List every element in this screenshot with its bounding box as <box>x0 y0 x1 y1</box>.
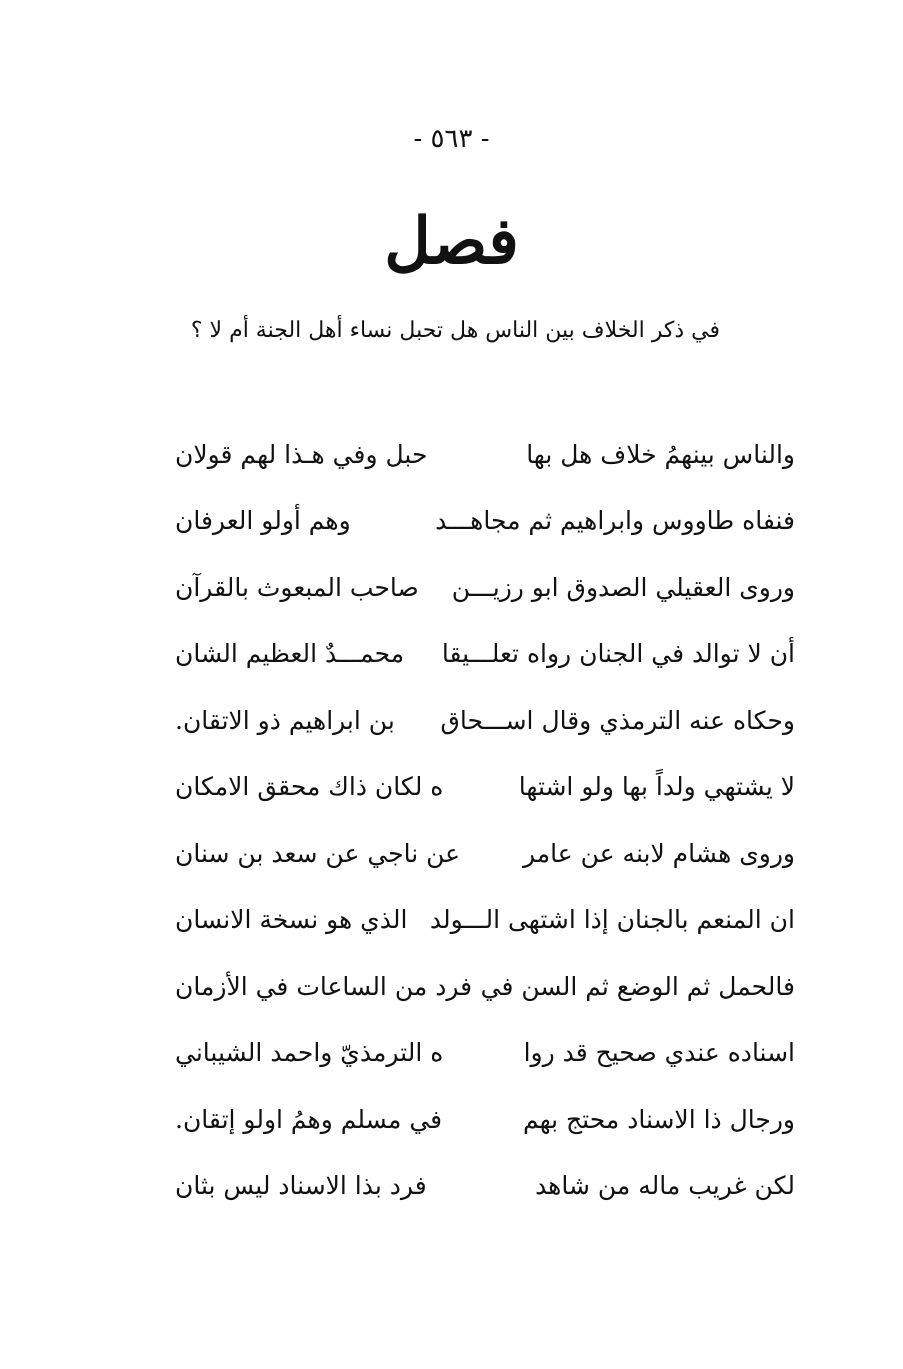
verse-line <box>175 687 795 754</box>
verse-second-hemistich: ه لكان ذاك محقق الامكان <box>175 772 444 802</box>
verse-second-hemistich: عن ناجي عن سعد بن سنان <box>175 838 461 868</box>
verse-second-hemistich: فرد بذا الاسناد ليس بثان <box>175 1171 427 1201</box>
verse-second-hemistich: فرد من الساعات في الأزمان <box>175 971 473 1001</box>
verse-first-hemistich: والناس بينهمُ خلاف هل بها <box>526 439 795 469</box>
verse-line <box>175 488 795 555</box>
verse-first-hemistich: لكن غريب ماله من شاهد <box>535 1171 795 1201</box>
verse-line <box>175 1086 795 1153</box>
verse-first-hemistich: ورجال ذا الاسناد محتج بهم <box>522 1104 795 1134</box>
section-subtitle: في ذكر الخلاف بين الناس هل تحبل نساء أهل الجنة أم لا ؟ <box>190 318 720 343</box>
verse-second-hemistich: وهم أولو العرفان <box>175 506 351 536</box>
page-number: - ٥٦٣ - <box>413 124 490 154</box>
verse-second-hemistich: بن ابراهيم ذو الاتقان. <box>175 705 395 735</box>
poem <box>175 421 795 1219</box>
verse-first-hemistich: لا يشتهي ولداً بها ولو اشتها <box>518 772 795 802</box>
verse-second-hemistich: صاحب المبعوث بالقرآن <box>175 572 419 602</box>
verse-second-hemistich: حبل وفي هـذا لهم قولان <box>175 439 428 469</box>
verse-first-hemistich: اسناده عندي صحيح قد روا <box>523 1038 795 1068</box>
verse-line <box>175 621 795 688</box>
verse-first-hemistich: فالحمل ثم الوضع ثم السن في <box>480 971 795 1001</box>
verse-second-hemistich: في مسلم وهمُ اولو إتقان. <box>175 1104 443 1134</box>
verse-first-hemistich: أن لا توالد في الجنان رواه تعلـــيقا <box>441 639 795 669</box>
section-heading: فصل <box>384 204 519 279</box>
verse-first-hemistich: وحكاه عنه الترمذي وقال اســـحاق <box>440 705 795 735</box>
verse-line <box>175 1153 795 1220</box>
verse-line <box>175 1020 795 1087</box>
verse-second-hemistich: محمـــدٌ العظيم الشان <box>175 639 405 669</box>
verse-second-hemistich: ه الترمذيّ واحمد الشيباني <box>175 1038 444 1068</box>
verse-first-hemistich: فنفاه طاووس وابراهيم ثم مجاهـــد <box>435 506 795 536</box>
verse-first-hemistich: وروى العقيلي الصدوق ابو رزيـــن <box>451 572 795 602</box>
verse-line <box>175 754 795 821</box>
verse-line <box>175 820 795 887</box>
verse-line <box>175 421 795 488</box>
verse-first-hemistich: وروى هشام لابنه عن عامر <box>523 838 795 868</box>
verse-second-hemistich: الذي هو نسخة الانسان <box>175 905 408 935</box>
verse-line <box>175 953 795 1020</box>
verse-line <box>175 887 795 954</box>
verse-first-hemistich: ان المنعم بالجنان إذا اشتهى الـــولد <box>429 905 795 935</box>
verse-line <box>175 554 795 621</box>
